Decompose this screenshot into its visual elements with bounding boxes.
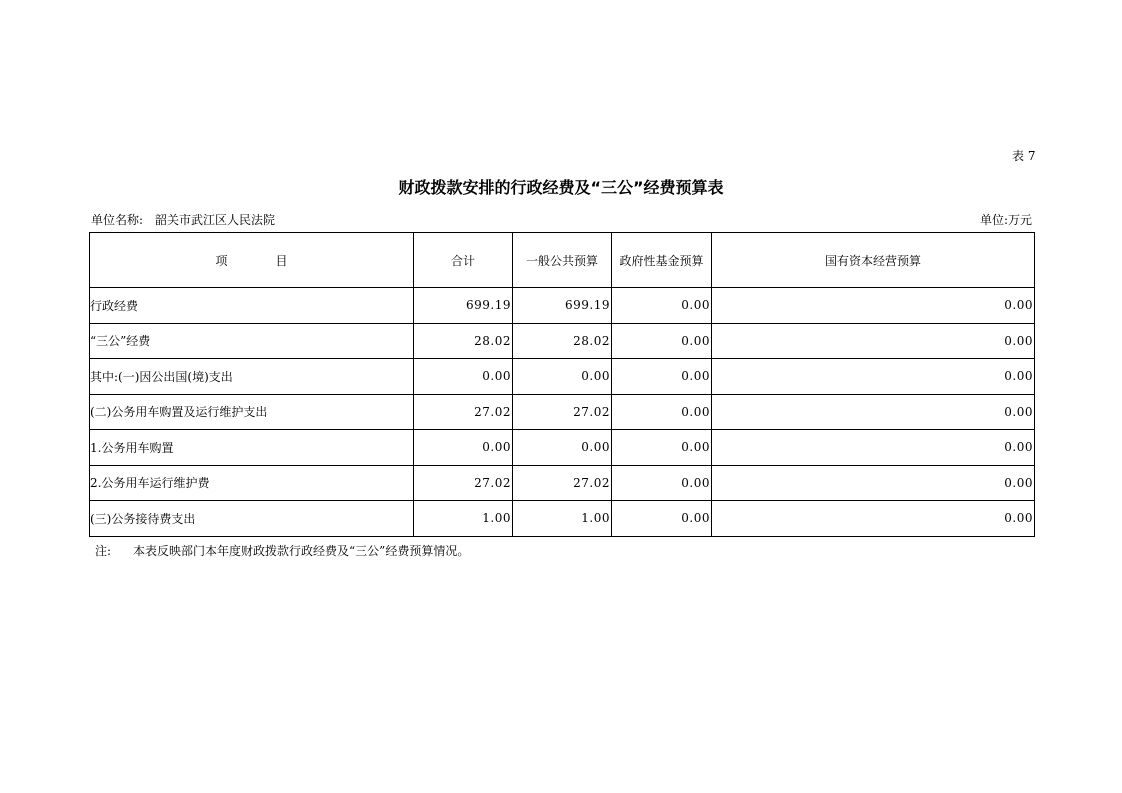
row-general: 1.00 [513, 501, 612, 537]
header-item-a: 项 [215, 253, 228, 268]
row-fund: 0.00 [612, 430, 712, 466]
row-state: 0.00 [712, 501, 1035, 537]
header-total: 合计 [414, 233, 513, 288]
row-item: (二)公务用车购置及运行维护支出 [90, 394, 414, 430]
table-row [90, 288, 1035, 324]
header-item [90, 233, 414, 288]
row-state: 0.00 [712, 323, 1035, 359]
unit-name-row [91, 211, 275, 228]
table-number: 表 7 [1012, 149, 1036, 163]
budget-table [89, 232, 1035, 537]
table-row [90, 394, 1035, 430]
footnote [95, 542, 469, 559]
row-item: 行政经费 [90, 288, 414, 324]
row-total: 28.02 [414, 323, 513, 359]
row-fund: 0.00 [612, 394, 712, 430]
row-total: 0.00 [414, 359, 513, 395]
footnote-text: 本表反映部门本年度财政拨款行政经费及“三公”经费预算情况。 [133, 544, 470, 558]
row-state: 0.00 [712, 394, 1035, 430]
row-item: 2.公务用车运行维护费 [90, 465, 414, 501]
header-fund-budget: 政府性基金预算 [612, 233, 712, 288]
page-title: 财政拨款安排的行政经费及“三公”经费预算表 [398, 178, 724, 197]
row-general: 27.02 [513, 394, 612, 430]
unit-name-label: 单位名称: [91, 213, 144, 227]
header-general-budget: 一般公共预算 [513, 233, 612, 288]
row-general: 27.02 [513, 465, 612, 501]
header-item-b: 目 [275, 253, 288, 268]
currency-unit: 单位:万元 [979, 213, 1032, 227]
row-general: 699.19 [513, 288, 612, 324]
row-total: 0.00 [414, 430, 513, 466]
row-total: 27.02 [414, 394, 513, 430]
row-fund: 0.00 [612, 359, 712, 395]
row-total: 1.00 [414, 501, 513, 537]
row-total: 27.02 [414, 465, 513, 501]
table-row [90, 359, 1035, 395]
row-fund: 0.00 [612, 501, 712, 537]
row-total: 699.19 [414, 288, 513, 324]
row-item: 1.公务用车购置 [90, 430, 414, 466]
row-fund: 0.00 [612, 288, 712, 324]
row-general: 0.00 [513, 359, 612, 395]
table-row [90, 501, 1035, 537]
row-general: 28.02 [513, 323, 612, 359]
row-item: “三公”经费 [90, 323, 414, 359]
table-header-row [90, 233, 1035, 288]
row-fund: 0.00 [612, 465, 712, 501]
header-state-capital-budget: 国有资本经营预算 [712, 233, 1035, 288]
table-row [90, 430, 1035, 466]
unit-name-value: 韶关市武江区人民法院 [155, 213, 276, 227]
table-row [90, 323, 1035, 359]
row-state: 0.00 [712, 359, 1035, 395]
row-state: 0.00 [712, 465, 1035, 501]
footnote-label: 注: [95, 544, 112, 558]
row-general: 0.00 [513, 430, 612, 466]
row-fund: 0.00 [612, 323, 712, 359]
row-state: 0.00 [712, 288, 1035, 324]
row-item: (三)公务接待费支出 [90, 501, 414, 537]
row-item: 其中:(一)因公出国(境)支出 [90, 359, 414, 395]
row-state: 0.00 [712, 430, 1035, 466]
table-row [90, 465, 1035, 501]
